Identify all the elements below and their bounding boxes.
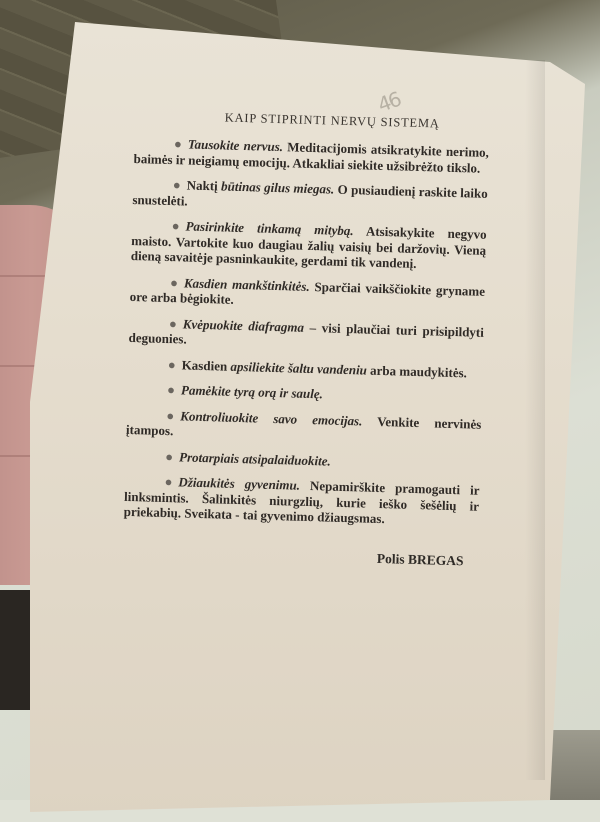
list-item [127, 381, 482, 406]
item-text: arba maudykitės. [367, 362, 467, 380]
bullet-icon: ● [169, 316, 177, 332]
item-text: Sparčiai vaikščiokite gryname ore arba bėgiokite. [130, 278, 486, 306]
bullet-icon: ● [166, 408, 174, 424]
item-emphasis: Kvėpuokite diafragma [183, 316, 305, 334]
bullet-icon: ● [173, 177, 181, 193]
bullet-icon: ● [164, 474, 172, 490]
bullet-icon: ● [172, 218, 180, 234]
item-lead: Naktį [187, 177, 222, 193]
list-item [124, 473, 480, 529]
item-emphasis: Kontroliuokite savo emocijas. [180, 408, 363, 428]
bullet-icon: ● [167, 382, 175, 398]
bullet-icon: ● [168, 357, 176, 373]
item-text: Atsisakykite negyvo maisto. Vartokite kuo daugiau žalių vaisių bei daržovių. Vieną dieną savaitėje pasninkaukite, gerdami tik vandenį. [131, 223, 487, 271]
item-text: Meditacijomis atsikratykite nerimo, baimės ir neigiamų emocijų. Atkakliai siekite užsibrėžto tikslo. [133, 139, 489, 175]
list-item [133, 135, 489, 176]
list-item [131, 217, 487, 273]
list-item [126, 406, 482, 447]
leaflet-title: KAIP STIPRINTI NERVŲ SISTEMĄ [175, 109, 490, 133]
item-text: Nepamirškite pramogauti ir linksmintis. Šalinkitės niurgzlių, kurie ieško šešėlių ir priekabių. Sveikata - tai gyvenimo džiaugsmas. [124, 478, 480, 526]
bullet-icon: ● [174, 136, 182, 152]
author-signature: Polis BREGAS [122, 543, 477, 569]
item-text: – visi plaučiai turi prisipildyti deguonies. [128, 319, 484, 346]
item-emphasis: Tausokite nervus. [188, 136, 284, 154]
item-emphasis: Protarpiais atsipalaiduokite. [179, 449, 331, 468]
list-item [132, 176, 488, 217]
list-item [128, 314, 484, 355]
item-lead: Kasdien [182, 357, 231, 373]
leaflet-content [122, 108, 489, 569]
bullet-icon: ● [165, 448, 173, 464]
item-emphasis: Kasdien mankštinkitės. [184, 275, 310, 294]
item-emphasis: Pamėkite tyrą orą ir saulę. [181, 382, 323, 401]
handwritten-page-number: 46 [375, 87, 403, 117]
item-emphasis: Pasirinkite tinkamą mitybą. [185, 218, 353, 238]
item-emphasis: būtinas gilus miegas. [221, 178, 335, 196]
item-text: Venkite nervinės įtampos. [126, 413, 482, 438]
item-emphasis: Džiaukitės gyvenimu. [178, 474, 300, 492]
list-item [128, 355, 483, 380]
item-emphasis: apsiliekite šaltu vandeniu [230, 358, 367, 377]
page-edge-shadow [525, 60, 545, 780]
item-text: O pusiaudienį raskite laiko snustelėti. [132, 182, 488, 208]
list-item [125, 447, 480, 472]
bullet-icon: ● [170, 275, 178, 291]
list-item [130, 273, 486, 314]
